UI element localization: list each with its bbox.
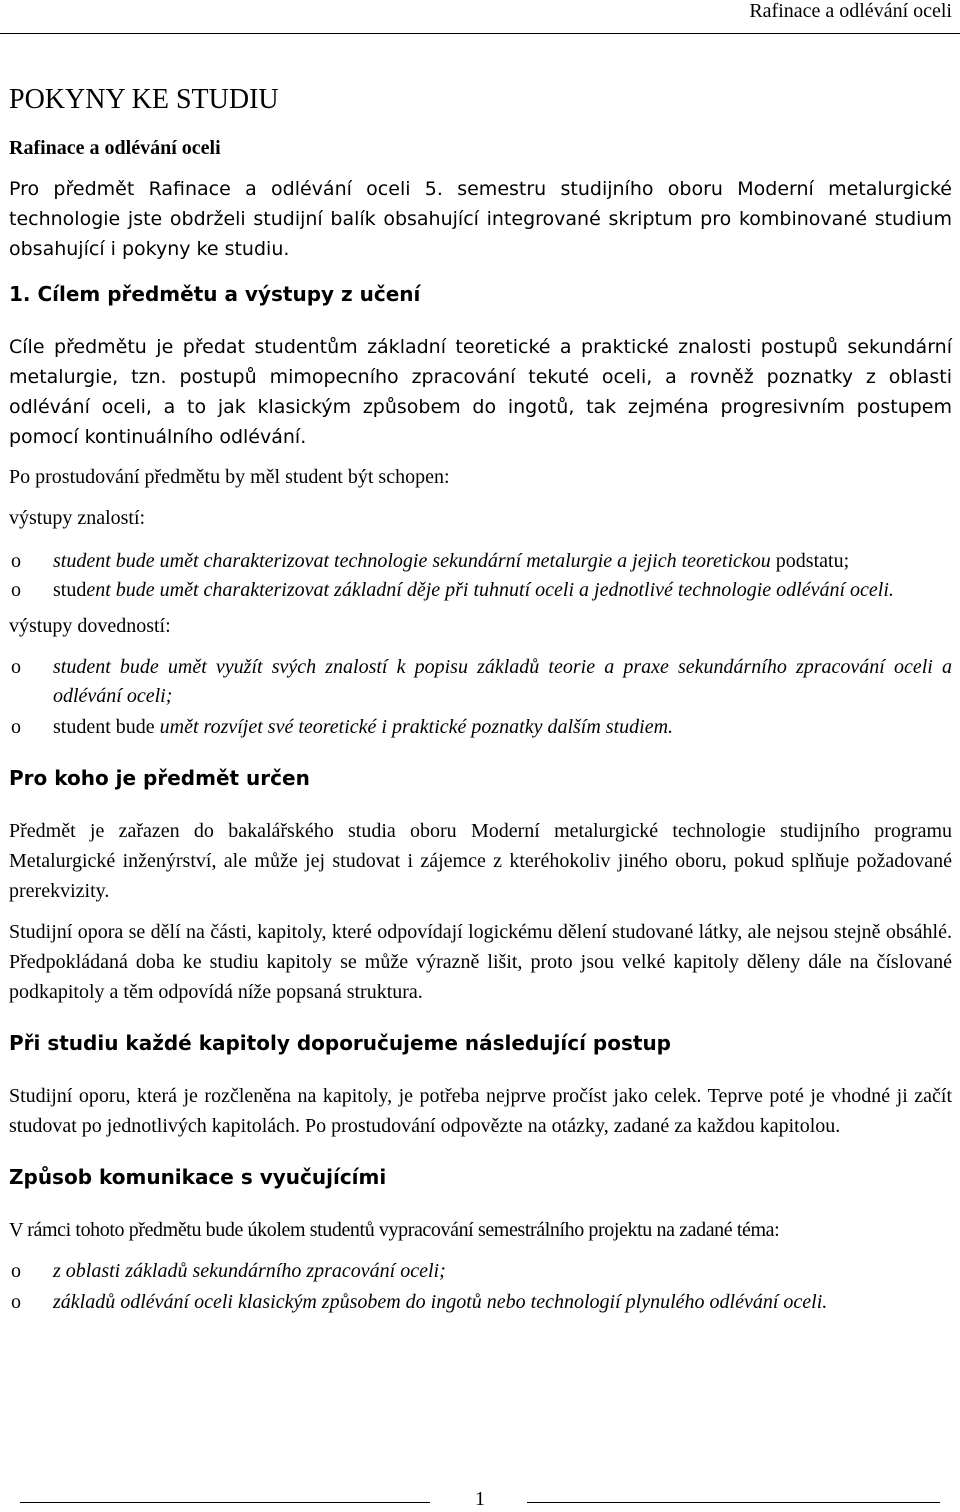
list-item <box>9 653 952 711</box>
list-item-text: umět rozvíjet své teoretické i praktické poznatky dalším studiem. <box>159 716 674 738</box>
section3-paragraph: Studijní oporu, která je rozčleněna na kapitoly, je potřeba nejprve pročíst jako celek. Teprve poté je vhodné ji začít studovat po jednotlivých kapitolách. Po prostudování odpovězte na otázky, zadané za každou kapitolou. <box>9 1085 952 1137</box>
page-number: 1 <box>475 1488 485 1510</box>
list-item-tail: podstatu; <box>775 550 850 572</box>
list-bullet: o <box>11 1260 21 1282</box>
list-item-text: student bude umět charakterizovat technologie sekundární metalurgie a jejich teoretickou <box>53 550 771 572</box>
running-header: Rafinace a odlévání oceli <box>749 0 952 22</box>
section1-paragraph: Cíle předmětu je předat studentům základní teoretické a praktické znalosti postupů sekundární metalurgie, tzn. postupů mimopecního zpracování tekuté oceli, a rovněž poznatky z oblasti odlévání oceli, a to jak klasickým způsobem do ingotů, tak zejména progresivním postupem pomocí kontinuálního odlévání. <box>9 336 952 448</box>
section4-heading: Způsob komunikace s vyučujícími <box>9 1165 387 1189</box>
header-rule <box>0 33 960 34</box>
list-bullet: o <box>11 656 21 678</box>
list-bullet: o <box>11 716 21 738</box>
list-item-text: základů odlévání oceli klasickým způsobem do ingotů nebo technologií plynulého odlévání oceli. <box>53 1291 828 1313</box>
list-item-text: z oblasti základů sekundárního zpracování oceli; <box>53 1260 446 1282</box>
section2-paragraph1: Předmět je zařazen do bakalářského studia oboru Moderní metalurgické technologie studijního programu Metalurgické inženýrství, ale může jej studovat i zájemce z kteréhokoliv jiného oboru, pokud splňuje požadované prerekvizity. <box>9 820 952 902</box>
page-content <box>9 80 952 1317</box>
list-item <box>9 713 952 742</box>
topics-list <box>9 1257 952 1317</box>
list-item <box>9 547 952 576</box>
list-bullet: o <box>11 579 21 601</box>
list-item <box>9 576 952 605</box>
section2-heading: Pro koho je předmět určen <box>9 766 310 790</box>
list-bullet: o <box>11 1291 21 1313</box>
intro-paragraph: Pro předmět Rafinace a odlévání oceli 5. semestru studijního oboru Moderní metalurgické technologie jste obdrželi studijní balík obsahující integrované skriptum pro kombinované studium obsahující i pokyny ke studiu. <box>9 178 952 260</box>
document-subtitle: Rafinace a odlévání oceli <box>9 137 221 159</box>
skills-label: výstupy dovedností: <box>9 615 171 637</box>
section2-paragraph2: Studijní opora se dělí na části, kapitoly, které odpovídají logickému dělení studované látky, ale nejsou stejně obsáhlé. Předpokládaná doba ke studiu kapitoly se může výrazně lišit, proto jsou velké kapitoly děleny dále na číslované podkapitoly a těm odpovídá níže popsaná struktura. <box>9 921 952 1003</box>
skills-list <box>9 653 952 742</box>
knowledge-list <box>9 547 952 605</box>
list-item-lead: student bude <box>53 716 160 738</box>
section1-heading: 1. Cílem předmětu a výstupy z učení <box>9 282 421 306</box>
document-title: POKYNY KE STUDIU <box>9 84 279 115</box>
list-item-text: student bude umět využít svých znalostí k popisu základů teorie a praxe sekundárního zpracování oceli a odlévání oceli; <box>53 656 952 707</box>
list-bullet: o <box>11 550 21 572</box>
list-item <box>9 1288 952 1317</box>
list-item-text: ent bude umět charakterizovat základní děje při tuhnutí oceli a jednotlivé technologie odlévání oceli. <box>86 579 894 601</box>
knowledge-label: výstupy znalostí: <box>9 507 146 529</box>
list-item <box>9 1257 952 1286</box>
after-study-text: Po prostudování předmětu by měl student být schopen: <box>9 466 450 488</box>
section4-paragraph: V rámci tohoto předmětu bude úkolem studentů vypracování semestrálního projektu na zadané téma: <box>9 1219 780 1241</box>
section3-heading: Při studiu každé kapitoly doporučujeme následující postup <box>9 1031 671 1055</box>
list-item-lead: stud <box>53 579 87 601</box>
